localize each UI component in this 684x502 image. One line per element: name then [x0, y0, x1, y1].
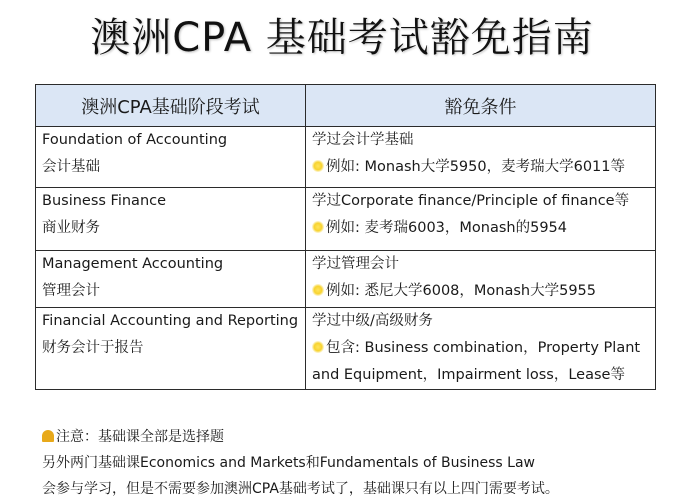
- exam-name-zh: 会计基础: [42, 159, 100, 175]
- header-exemption: 豁免条件: [306, 85, 656, 127]
- star-icon: [312, 341, 324, 353]
- bell-icon: [42, 430, 54, 442]
- star-icon: [312, 284, 324, 296]
- exam-cell: [36, 308, 306, 390]
- example-text: 例如: 麦考瑞6003，Monash的5954: [326, 220, 567, 236]
- exam-name-zh: 管理会计: [42, 283, 100, 299]
- condition-cell: [306, 251, 656, 308]
- header-exam: 澳洲CPA基础阶段考试: [36, 85, 306, 127]
- example-text: 包含: Business combination，Property Plant and Equipment，Impairment loss，Lease等: [312, 340, 641, 383]
- exemption-table: [35, 84, 656, 390]
- exam-name-zh: 财务会计于报告: [42, 340, 144, 356]
- condition-cell: [306, 188, 656, 251]
- exam-name-en: Management Accounting: [42, 256, 224, 272]
- example-text: 例如: Monash大学5950，麦考瑞大学6011等: [326, 159, 625, 175]
- exam-cell: [36, 251, 306, 308]
- exam-name-en: Foundation of Accounting: [42, 132, 228, 148]
- exam-name-en: Business Finance: [42, 193, 167, 209]
- condition-cell: [306, 127, 656, 188]
- table-header-row: [36, 85, 656, 127]
- star-icon: [312, 160, 324, 172]
- notes-section: [42, 424, 672, 502]
- condition-text: 学过Corporate finance/Principle of finance等: [312, 193, 630, 209]
- exam-name-en: Financial Accounting and Reporting: [42, 313, 299, 329]
- exam-cell: [36, 127, 306, 188]
- note-line-2: 另外两门基础课Economics and Markets和Fundamentals of Business Law: [42, 455, 536, 471]
- note-line-3: 会参与学习，但是不需要参加澳洲CPA基础考试了，基础课只有以上四门需要考试。: [42, 481, 559, 497]
- condition-cell: [306, 308, 656, 390]
- condition-text: 学过会计学基础: [312, 132, 414, 148]
- table-row: [36, 308, 656, 390]
- page-title: 澳洲CPA 基础考试豁免指南: [90, 15, 594, 61]
- note-line-1: 注意：基础课全部是选择题: [56, 429, 224, 445]
- table-row: [36, 188, 656, 251]
- table-row: [36, 251, 656, 308]
- exam-cell: [36, 188, 306, 251]
- example-text: 例如: 悉尼大学6008，Monash大学5955: [326, 283, 596, 299]
- star-icon: [312, 221, 324, 233]
- condition-text: 学过管理会计: [312, 256, 399, 272]
- table-row: [36, 127, 656, 188]
- exam-name-zh: 商业财务: [42, 220, 100, 236]
- condition-text: 学过中级/高级财务: [312, 313, 433, 329]
